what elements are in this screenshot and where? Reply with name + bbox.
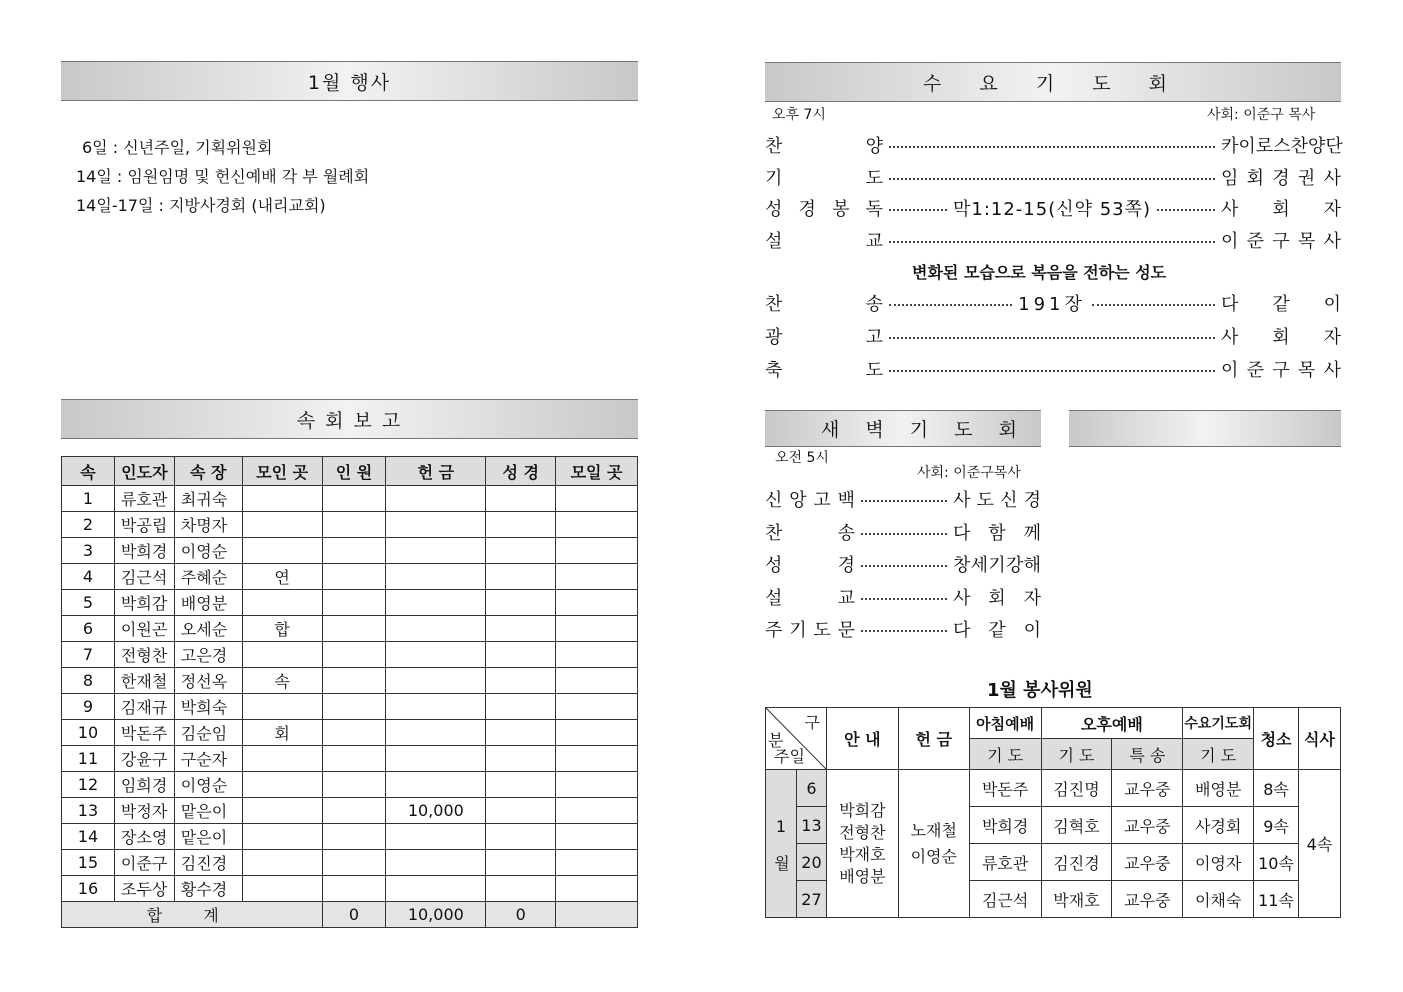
report-cell: [322, 642, 386, 668]
order-label: 찬 송: [765, 294, 883, 315]
col-header: 인도자: [114, 457, 174, 486]
report-cell: [322, 512, 386, 538]
report-cell: [486, 668, 556, 694]
report-cell: [322, 798, 386, 824]
report-cell: 배영분: [174, 590, 242, 616]
morning-prayer-cell: 박희경: [969, 807, 1041, 844]
report-cell: [556, 876, 638, 902]
dot-leader: [1092, 304, 1215, 306]
total-empty: [556, 902, 638, 928]
report-cell: 속: [242, 668, 322, 694]
report-total-row: [62, 902, 638, 928]
report-cell: [242, 850, 322, 876]
order-row: [765, 321, 1341, 351]
event-item: 6일 : 신년주일, 기획위원회: [82, 138, 273, 157]
dawn-host: 사회: 이준구목사: [917, 465, 1021, 481]
col-offering: 헌 금: [898, 708, 969, 770]
report-cell: [556, 668, 638, 694]
dot-leader: [889, 178, 1215, 180]
report-cell: [322, 876, 386, 902]
day-cell: 13: [796, 807, 826, 844]
order-label: 축 도: [765, 360, 883, 381]
report-row: [62, 876, 638, 902]
dot-leader: [861, 598, 947, 600]
morning-prayer-cell: 류호관: [969, 844, 1041, 881]
report-row: [62, 824, 638, 850]
report-cell: 박희감: [114, 590, 174, 616]
wed-host: 사회: 이준구 목사: [1207, 107, 1316, 123]
report-cell: 15: [62, 850, 115, 876]
order-value: 이 준 구 목 사: [1221, 360, 1341, 381]
order-value: 사 회 자: [1221, 327, 1341, 348]
report-cell: 박희경: [114, 538, 174, 564]
meal-cell: 4속: [1299, 770, 1341, 918]
service-title: 1월 봉사위원: [987, 680, 1093, 701]
report-cell: [322, 538, 386, 564]
report-cell: [486, 538, 556, 564]
report-cell: [242, 538, 322, 564]
report-cell: 13: [62, 798, 115, 824]
report-cell: 연: [242, 564, 322, 590]
report-cell: [242, 824, 322, 850]
report-cell: [386, 642, 486, 668]
wed-header-title: 수 요 기 도 회: [923, 72, 1183, 95]
order-label: 기 도: [765, 167, 883, 189]
report-cell: [322, 850, 386, 876]
order-row: [765, 225, 1341, 255]
report-cell: [556, 746, 638, 772]
report-cell: [322, 564, 386, 590]
report-cell: [242, 694, 322, 720]
total-people: 0: [322, 902, 386, 928]
report-cell: 김근석: [114, 564, 174, 590]
day-cell: 6: [796, 770, 826, 807]
report-cell: [556, 564, 638, 590]
report-row: [62, 772, 638, 798]
report-cell: [486, 772, 556, 798]
order-value: 다 함 께: [953, 522, 1041, 544]
order-row: [765, 614, 1041, 644]
order-row: [765, 162, 1341, 192]
report-row: [62, 694, 638, 720]
report-cell: [322, 590, 386, 616]
report-cell: [322, 616, 386, 642]
order-detail: 막1:12-15(신약 53쪽): [952, 199, 1152, 220]
report-cell: 고은경: [174, 642, 242, 668]
report-cell: 강윤구: [114, 746, 174, 772]
order-label: 설 교: [765, 230, 883, 252]
service-row: [766, 770, 1341, 807]
report-cell: 10,000: [386, 798, 486, 824]
report-cell: [556, 538, 638, 564]
report-cell: [556, 642, 638, 668]
report-cell: [486, 694, 556, 720]
afternoon-special-cell: 교우중: [1112, 881, 1183, 918]
order-label: 설 교: [765, 587, 855, 609]
report-cell: [386, 772, 486, 798]
report-cell: [242, 772, 322, 798]
report-cell: 전형찬: [114, 642, 174, 668]
order-value: 창 세 기 강 해: [953, 555, 1041, 576]
report-cell: [486, 564, 556, 590]
clean-cell: 9속: [1254, 807, 1299, 844]
report-cell: [322, 694, 386, 720]
report-cell: 맡은이: [174, 798, 242, 824]
afternoon-prayer-cell: 김혁호: [1041, 807, 1112, 844]
events-header: [61, 61, 638, 101]
report-cell: 박공립: [114, 512, 174, 538]
wed-time: 오후 7시: [772, 107, 826, 123]
order-label: 주 기 도 문: [765, 620, 855, 641]
report-cell: [322, 824, 386, 850]
afternoon-prayer-cell: 박재호: [1041, 881, 1112, 918]
report-cell: 5: [62, 590, 115, 616]
report-cell: [386, 720, 486, 746]
report-cell: [556, 720, 638, 746]
col-header: 모인 곳: [242, 457, 322, 486]
col-meal: 식사: [1299, 708, 1341, 770]
report-cell: 10: [62, 720, 115, 746]
order-label: 성 경 봉 독: [765, 199, 883, 220]
report-cell: [486, 876, 556, 902]
report-cell: [486, 512, 556, 538]
service-body: [766, 770, 1341, 918]
report-cell: [556, 798, 638, 824]
wed-prayer-cell: 배영분: [1183, 770, 1254, 807]
report-cell: 1: [62, 486, 115, 512]
order-value: 임 회 경 권 사: [1221, 167, 1341, 189]
report-cell: 회: [242, 720, 322, 746]
order-label: 찬 양: [765, 136, 883, 157]
report-cell: [386, 590, 486, 616]
col-header: 헌 금: [386, 457, 486, 486]
report-cell: 한재철: [114, 668, 174, 694]
order-label: 찬 송: [765, 522, 855, 544]
report-cell: [556, 850, 638, 876]
sub-afternoon-special: 특 송: [1112, 739, 1183, 770]
corner-cell: [766, 708, 827, 770]
clean-cell: 11속: [1254, 881, 1299, 918]
report-cell: [242, 642, 322, 668]
order-row: [765, 354, 1341, 384]
report-table: [61, 456, 638, 928]
report-row: [62, 850, 638, 876]
order-row: [765, 130, 1341, 160]
offering-cell: 노재철 이영순: [898, 770, 969, 918]
report-row: [62, 668, 638, 694]
report-cell: 이영순: [174, 538, 242, 564]
col-clean: 청소: [1254, 708, 1299, 770]
report-header: [61, 399, 638, 439]
afternoon-prayer-cell: 김진경: [1041, 844, 1112, 881]
wed-prayer-cell: 이영자: [1183, 844, 1254, 881]
order-label: 광 고: [765, 327, 883, 348]
order-value: 다 같 이: [953, 620, 1041, 641]
report-cell: 이영순: [174, 772, 242, 798]
dawn-header: [765, 410, 1041, 447]
sermon-title: 변화된 모습으로 복음을 전하는 성도: [912, 263, 1167, 282]
dawn-time: 오전 5시: [775, 450, 829, 466]
report-cell: 이원곤: [114, 616, 174, 642]
total-label: 합 계: [62, 902, 323, 928]
dot-leader: [1157, 209, 1215, 211]
report-cell: [556, 512, 638, 538]
report-cell: 박희숙: [174, 694, 242, 720]
report-cell: [242, 746, 322, 772]
report-cell: 16: [62, 876, 115, 902]
service-table: [765, 707, 1341, 918]
corner-bottom: 주일: [774, 747, 805, 766]
events-header-title: 1월 행사: [307, 71, 392, 94]
report-cell: [242, 512, 322, 538]
report-cell: 3: [62, 538, 115, 564]
sub-morning-prayer: 기 도: [969, 739, 1041, 770]
report-cell: [386, 668, 486, 694]
report-cell: 김순임: [174, 720, 242, 746]
afternoon-prayer-cell: 김진명: [1041, 770, 1112, 807]
report-cell: [386, 564, 486, 590]
empty-header-bar: [1069, 410, 1341, 447]
col-header: 모일 곳: [556, 457, 638, 486]
report-row: [62, 720, 638, 746]
report-cell: 14: [62, 824, 115, 850]
report-cell: [556, 772, 638, 798]
report-row: [62, 512, 638, 538]
report-cell: 박돈주: [114, 720, 174, 746]
report-cell: [556, 486, 638, 512]
order-value: 사 도 신 경: [953, 490, 1041, 511]
report-row: [62, 746, 638, 772]
afternoon-special-cell: 교우중: [1112, 770, 1183, 807]
report-cell: 최귀숙: [174, 486, 242, 512]
report-cell: [386, 824, 486, 850]
report-cell: 맡은이: [174, 824, 242, 850]
report-cell: 구순자: [174, 746, 242, 772]
order-row: [765, 517, 1041, 547]
month-cell: 1 월: [766, 770, 797, 918]
order-row: [765, 288, 1341, 318]
dot-leader: [861, 630, 947, 632]
report-cell: [486, 642, 556, 668]
report-cell: [556, 694, 638, 720]
col-header: 속: [62, 457, 115, 486]
report-cell: [486, 798, 556, 824]
col-header: 성 경: [486, 457, 556, 486]
report-cell: [322, 720, 386, 746]
clean-cell: 8속: [1254, 770, 1299, 807]
report-cell: [386, 486, 486, 512]
report-cell: 12: [62, 772, 115, 798]
report-row: [62, 538, 638, 564]
report-cell: [386, 850, 486, 876]
report-cell: 7: [62, 642, 115, 668]
report-header-title: 속 회 보 고: [296, 409, 403, 432]
report-cell: 임희경: [114, 772, 174, 798]
report-cell: 정선옥: [174, 668, 242, 694]
col-header: 인 원: [322, 457, 386, 486]
dot-leader: [889, 370, 1215, 372]
event-item: 14일-17일 : 지방사경회 (내리교회): [76, 196, 326, 215]
dot-leader: [889, 337, 1215, 339]
col-afternoon: 오후예배: [1041, 708, 1183, 739]
report-row: [62, 798, 638, 824]
report-cell: 류호관: [114, 486, 174, 512]
morning-prayer-cell: 김근석: [969, 881, 1041, 918]
report-cell: [486, 590, 556, 616]
report-cell: 합: [242, 616, 322, 642]
col-morning: 아침예배: [969, 708, 1041, 739]
report-cell: 2: [62, 512, 115, 538]
wed-prayer-cell: 이채숙: [1183, 881, 1254, 918]
afternoon-special-cell: 교우중: [1112, 807, 1183, 844]
report-cell: [486, 486, 556, 512]
report-cell: [242, 876, 322, 902]
report-cell: [386, 694, 486, 720]
corner-top: 구: [804, 713, 820, 732]
afternoon-special-cell: 교우중: [1112, 844, 1183, 881]
report-cell: [486, 824, 556, 850]
order-label: 성 경: [765, 555, 855, 576]
report-cell: [386, 746, 486, 772]
report-row: [62, 564, 638, 590]
dot-leader: [889, 241, 1215, 243]
order-value: 카 이 로 스 찬 양 단: [1221, 136, 1343, 157]
guides-cell: 박희감 전형찬 박재호 배영분: [826, 770, 898, 918]
corner-mid: 분: [768, 731, 784, 750]
dot-leader: [889, 209, 947, 211]
wed-header: [765, 62, 1341, 102]
order-row: [765, 549, 1041, 579]
report-cell: 김재규: [114, 694, 174, 720]
events-list: [76, 133, 369, 220]
report-cell: [242, 590, 322, 616]
report-cell: [556, 824, 638, 850]
order-value: 다 같 이: [1221, 294, 1341, 315]
report-cell: 6: [62, 616, 115, 642]
day-cell: 20: [796, 844, 826, 881]
dot-leader: [861, 500, 947, 502]
report-header-row: [62, 457, 638, 486]
report-cell: 김진경: [174, 850, 242, 876]
report-cell: [322, 486, 386, 512]
col-wed: 수요기도회: [1183, 708, 1254, 739]
sub-afternoon-prayer: 기 도: [1041, 739, 1112, 770]
report-cell: [556, 590, 638, 616]
wed-prayer-cell: 사경회: [1183, 807, 1254, 844]
order-detail: 191장: [1018, 294, 1086, 315]
order-value: 사 회 자: [1221, 199, 1341, 220]
report-cell: 이준구: [114, 850, 174, 876]
order-value: 사 회 자: [953, 587, 1041, 609]
dot-leader: [889, 304, 1012, 306]
order-row: [765, 193, 1341, 223]
order-label: 신 앙 고 백: [765, 490, 855, 511]
report-cell: [322, 668, 386, 694]
report-cell: [322, 772, 386, 798]
report-cell: 오세순: [174, 616, 242, 642]
total-bible: 0: [486, 902, 556, 928]
report-cell: [322, 746, 386, 772]
clean-cell: 10속: [1254, 844, 1299, 881]
report-cell: 11: [62, 746, 115, 772]
morning-prayer-cell: 박돈주: [969, 770, 1041, 807]
report-row: [62, 616, 638, 642]
dot-leader: [861, 565, 947, 567]
report-cell: 8: [62, 668, 115, 694]
col-header: 속 장: [174, 457, 242, 486]
report-cell: [486, 720, 556, 746]
report-cell: [386, 512, 486, 538]
total-offering: 10,000: [386, 902, 486, 928]
col-guide: 안 내: [826, 708, 898, 770]
dot-leader: [861, 533, 947, 535]
day-cell: 27: [796, 881, 826, 918]
order-row: [765, 484, 1041, 514]
report-cell: [556, 616, 638, 642]
order-row: [765, 582, 1041, 612]
report-cell: [486, 746, 556, 772]
report-cell: [386, 538, 486, 564]
report-row: [62, 642, 638, 668]
report-cell: [242, 798, 322, 824]
report-row: [62, 590, 638, 616]
report-cell: 박정자: [114, 798, 174, 824]
report-cell: 4: [62, 564, 115, 590]
report-cell: 차명자: [174, 512, 242, 538]
report-cell: [386, 876, 486, 902]
report-cell: [486, 616, 556, 642]
report-body: [62, 486, 638, 902]
report-cell: 조두상: [114, 876, 174, 902]
event-item: 14일 : 임원임명 및 헌신예배 각 부 월례회: [76, 167, 370, 186]
dawn-header-title: 새 벽 기 도 회: [821, 419, 1027, 441]
report-cell: 9: [62, 694, 115, 720]
report-cell: 주혜순: [174, 564, 242, 590]
report-cell: [486, 850, 556, 876]
order-value: 이 준 구 목 사: [1221, 230, 1341, 252]
report-cell: 황수경: [174, 876, 242, 902]
dot-leader: [889, 146, 1215, 148]
report-cell: [386, 616, 486, 642]
report-row: [62, 486, 638, 512]
report-cell: [242, 486, 322, 512]
sub-wed-prayer: 기 도: [1183, 739, 1254, 770]
report-cell: 장소영: [114, 824, 174, 850]
